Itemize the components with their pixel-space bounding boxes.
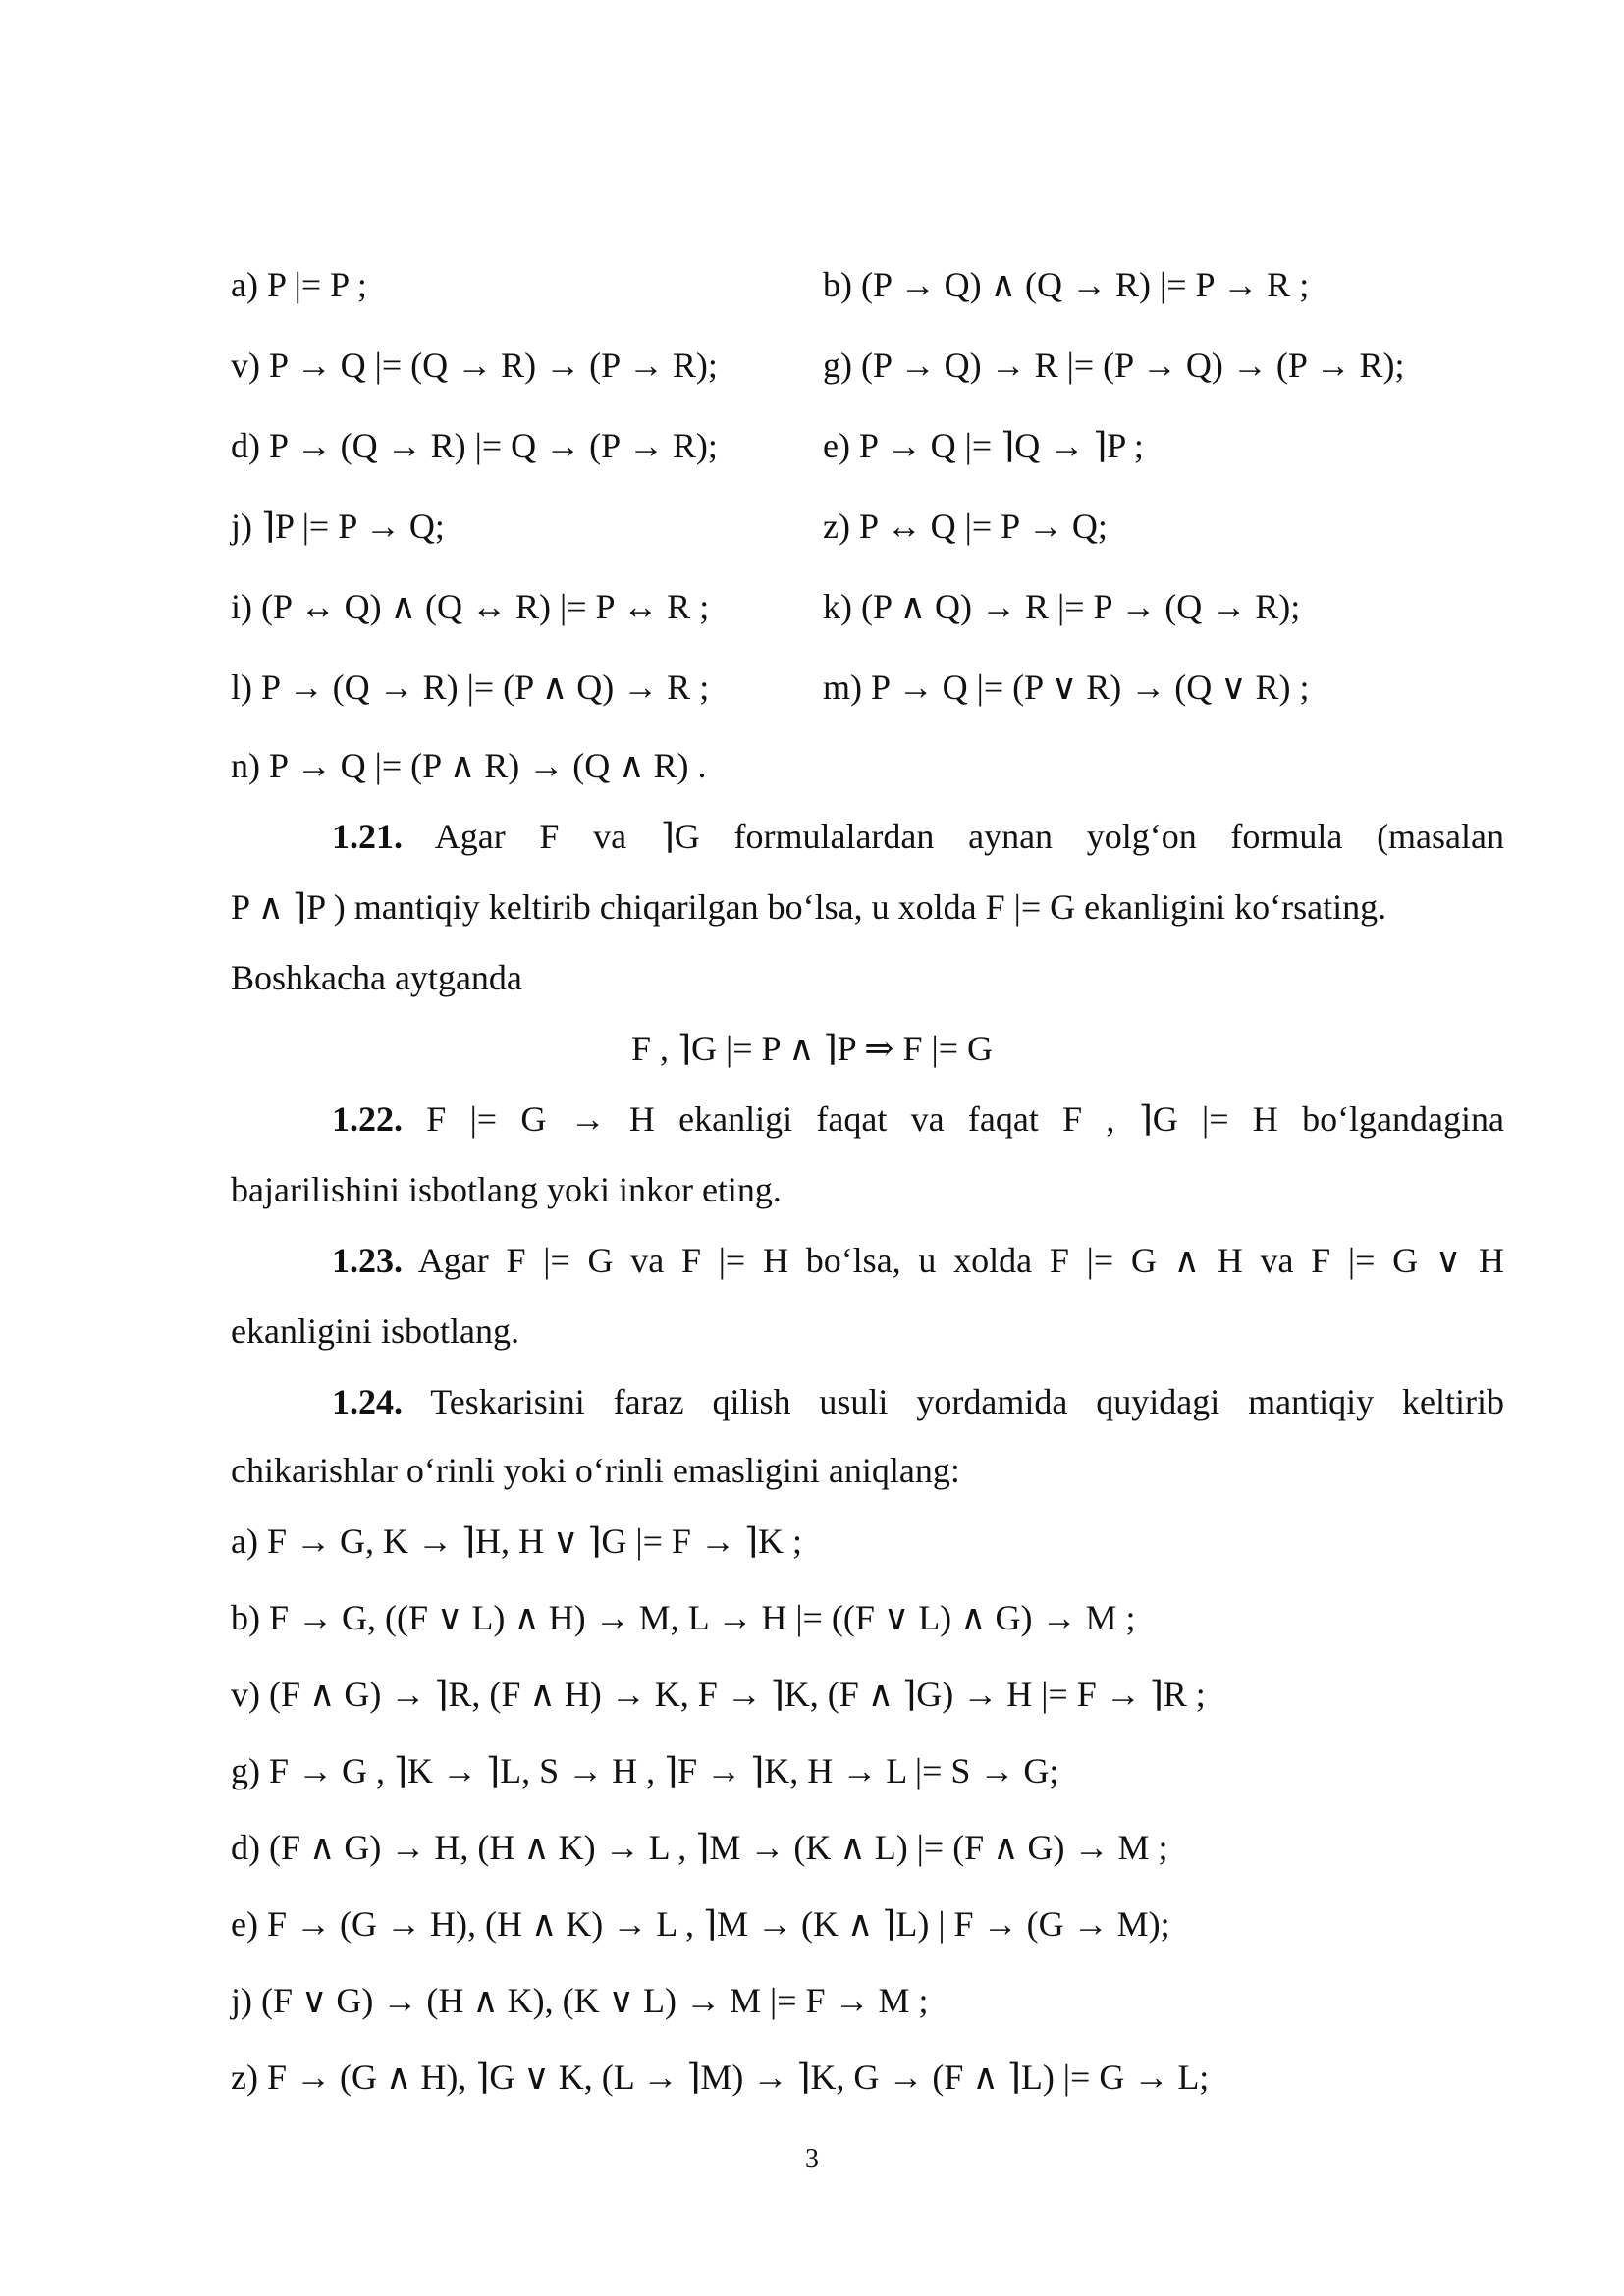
page-number: 3 <box>805 2144 819 2174</box>
exercise-number: 1.24. <box>332 1382 403 1421</box>
item-m: m) P → Q |= (P ∨ R) → (Q ∨ R) ; <box>823 667 1310 707</box>
exercise-number: 1.23. <box>332 1241 403 1280</box>
exercise-number: 1.22. <box>332 1099 403 1139</box>
item-a: a) P |= P ; <box>231 265 367 304</box>
exercise-1-24-item-j: j) (F ∨ G) → (H ∧ K), (K ∨ L) → M |= F → M ; <box>231 1981 929 2020</box>
exercise-1-24-item-b: b) F → G, ((F ∨ L) ∧ H) → M, L → H |= ((F ∨ L) ∧ G) → M ; <box>231 1598 1136 1637</box>
item-i: i) (P ↔ Q) ∧ (Q ↔ R) |= P ↔ R ; <box>231 587 710 626</box>
exercise-1-24-item-e: e) F → (G → H), (H ∧ K) → L , ⌉M → (K ∧ ⌉L) | F → (G → M); <box>231 1904 1170 1944</box>
exercise-1-24-item-g: g) F → G , ⌉K → ⌉L, S → H , ⌉F → ⌉K, H → L |= S → G; <box>231 1751 1059 1790</box>
item-e: e) P → Q |= ⌉Q → ⌉P ; <box>823 426 1144 465</box>
exercise-text: F |= G → H ekanligi faqat va faqat F , ⌉G |= H bo‘lgandagina <box>426 1099 1504 1139</box>
exercise-1-22-line1 <box>332 1097 1504 1141</box>
exercise-text: Agar F va ⌉G formulalardan aynan yolg‘on formula (masalan <box>434 817 1505 856</box>
exercise-1-21-formula: F , ⌉G |= P ∧ ⌉P ⇒ F |= G <box>630 1029 994 1068</box>
exercise-1-24-item-v: v) (F ∧ G) → ⌉R, (F ∧ H) → K, F → ⌉K, (F ∧ ⌉G) → H |= F → ⌉R ; <box>231 1675 1206 1714</box>
item-g: g) (P → Q) → R |= (P → Q) → (P → R); <box>823 346 1405 385</box>
exercise-1-24-line1 <box>332 1380 1504 1423</box>
exercise-1-21-line3: Boshkacha aytganda <box>231 958 522 997</box>
exercise-1-22-line2: bajarilishini isbotlang yoki inkor eting. <box>231 1170 782 1209</box>
item-b: b) (P → Q) ∧ (Q → R) |= P → R ; <box>823 265 1310 304</box>
item-k: k) (P ∧ Q) → R |= P → (Q → R); <box>823 587 1301 626</box>
exercise-1-24-item-a: a) F → G, K → ⌉H, H ∨ ⌉G |= F → ⌉K ; <box>231 1522 802 1561</box>
exercise-1-24-item-d: d) (F ∧ G) → H, (H ∧ K) → L , ⌉M → (K ∧ L) |= (F ∧ G) → M ; <box>231 1828 1168 1867</box>
exercise-1-21-line1 <box>332 815 1504 858</box>
exercise-text: Agar F |= G va F |= H bo‘lsa, u xolda F |= G ∧ H va F |= G ∨ H <box>417 1241 1505 1280</box>
item-v: v) P → Q |= (Q → R) → (P → R); <box>231 346 718 385</box>
exercise-1-23-line2: ekanligini isbotlang. <box>231 1311 519 1351</box>
exercise-1-23-line1 <box>332 1239 1504 1282</box>
exercise-1-21-line2: P ∧ ⌉P ) mantiqiy keltirib chiqarilgan bo‘lsa, u xolda F |= G ekanligini ko‘rsating. <box>231 887 1387 927</box>
item-n: n) P → Q |= (P ∧ R) → (Q ∧ R) . <box>231 746 707 785</box>
exercise-text: Teskarisini faraz qilish usuli yordamida quyidagi mantiqiy keltirib <box>430 1382 1505 1421</box>
item-z: z) P ↔ Q |= P → Q; <box>823 507 1108 546</box>
item-l: l) P → (Q → R) |= (P ∧ Q) → R ; <box>231 667 710 707</box>
exercise-1-24-item-z: z) F → (G ∧ H), ⌉G ∨ K, (L → ⌉M) → ⌉K, G → (F ∧ ⌉L) |= G → L; <box>231 2057 1210 2097</box>
item-d: d) P → (Q → R) |= Q → (P → R); <box>231 426 718 465</box>
exercise-1-24-line2: chikarishlar o‘rinli yoki o‘rinli emasligini aniqlang: <box>231 1451 960 1490</box>
exercise-number: 1.21. <box>332 817 403 856</box>
item-j: j) ⌉P |= P → Q; <box>231 507 445 546</box>
